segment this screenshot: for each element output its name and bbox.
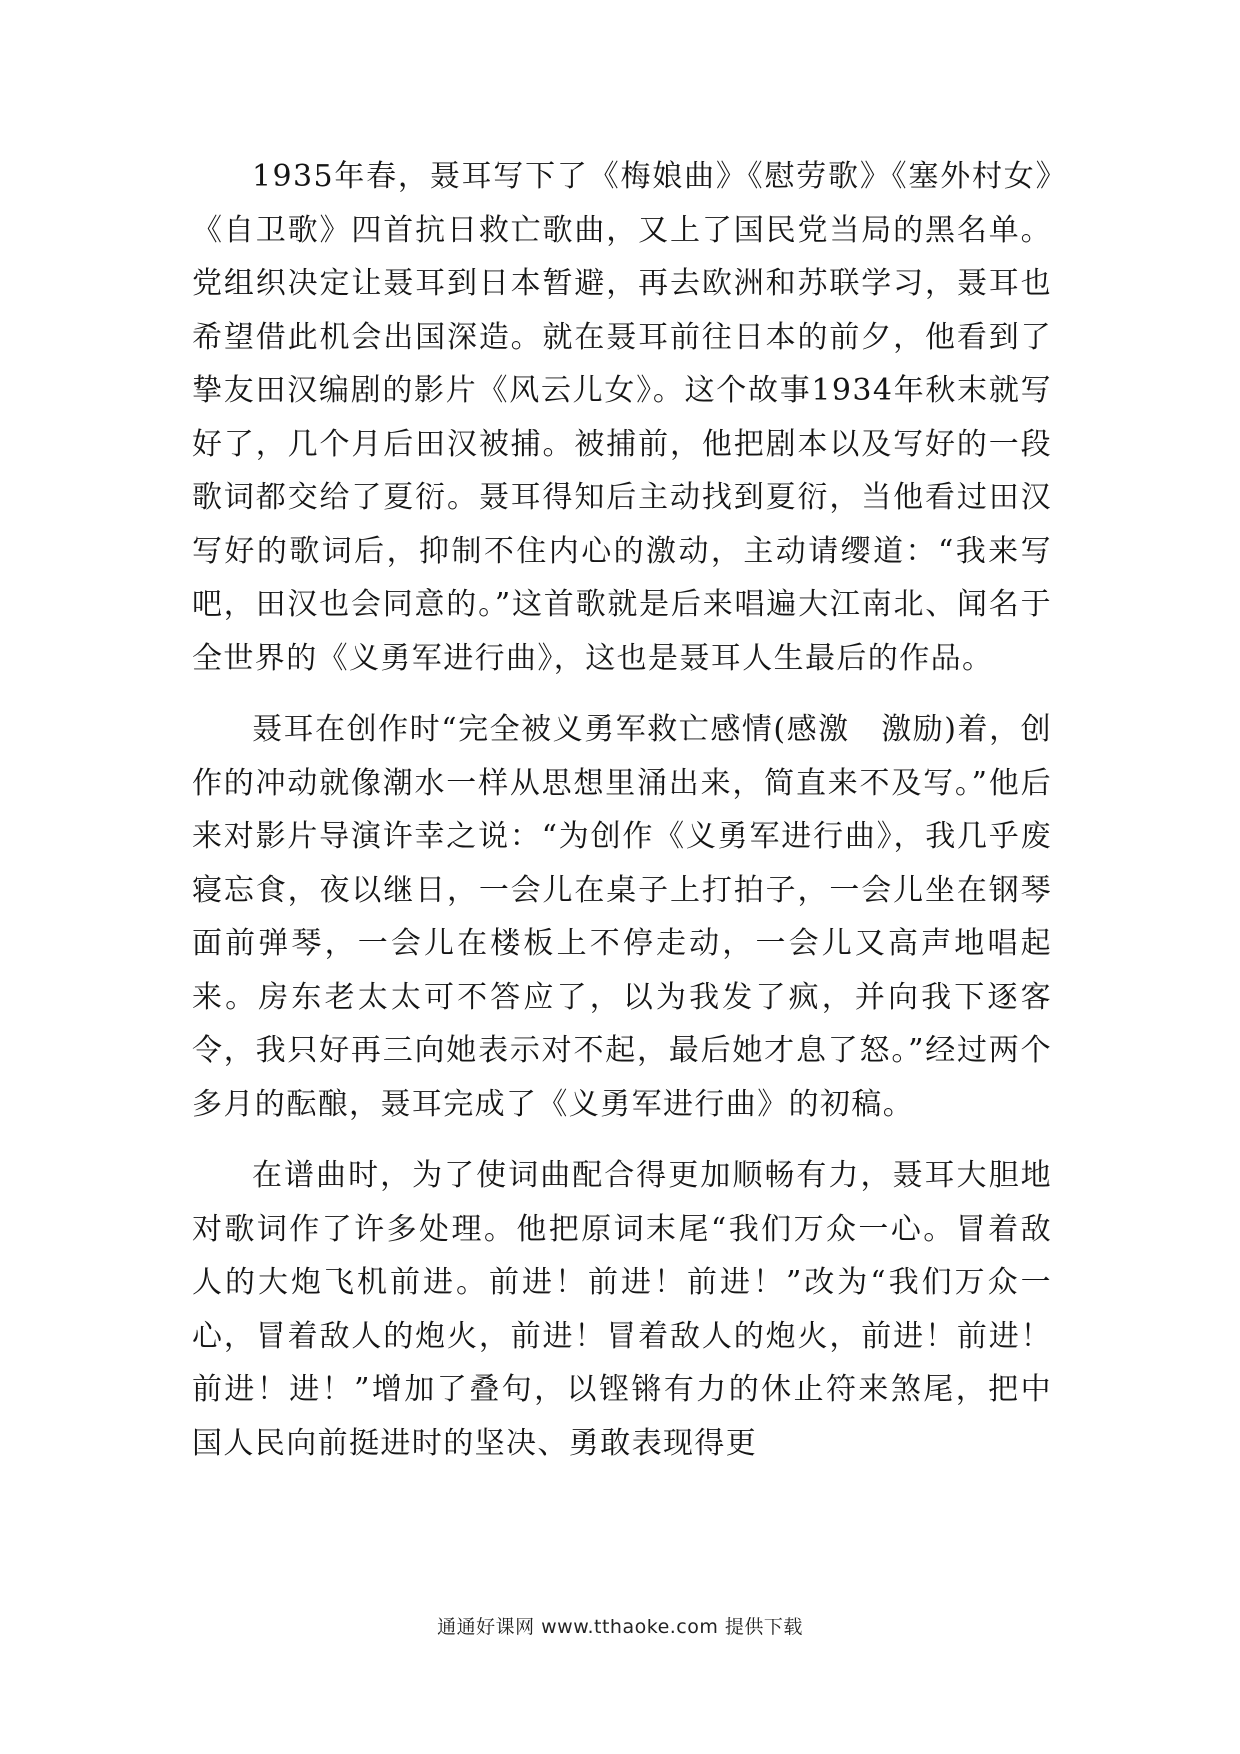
paragraph-1: 1935年春，聂耳写下了《梅娘曲》《慰劳歌》《塞外村女》《自卫歌》四首抗日救亡歌曲，又上了国民党当局的黑名单。党组织决定让聂耳到日本暂避，再去欧洲和苏联学习，聂耳也希望借此机会出国深造。就在聂耳前往日本的前夕，他看到了挚友田汉编剧的影片《风云儿女》。这个故事1934年秋末就写好了，几个月后田汉被捕。被捕前，他把剧本以及写好的一段歌词都交给了夏衍。聂耳得知后主动找到夏衍，当他看过田汉写好的歌词后，抑制不住内心的激动，主动请缨道：“我来写吧，田汉也会同意的。”这首歌就是后来唱遍大江南北、闻名于全世界的《义勇军进行曲》，这也是聂耳人生最后的作品。	[192, 159, 1052, 676]
paragraph-2: 聂耳在创作时“完全被义勇军救亡感情(感激 激励)着，创作的冲动就像潮水一样从思想里涌出来，简直来不及写。”他后来对影片导演许幸之说：“为创作《义勇军进行曲》，我几乎废寝忘食，夜以继日，一会儿在桌子上打拍子，一会儿坐在钢琴面前弹琴，一会儿在楼板上不停走动，一会儿又高声地唱起来。房东老太太可不答应了，以为我发了疯，并向我下逐客令，我只好再三向她表示对不起，最后她才息了怒。”经过两个多月的酝酿，聂耳完成了《义勇军进行曲》的初稿。	[192, 712, 1052, 1122]
paragraph-gap	[192, 1131, 1052, 1149]
page-footer: 通通好课网 www.tthaoke.com 提供下载	[437, 1616, 803, 1638]
paragraph-gap	[192, 685, 1052, 703]
paragraph-3: 在谱曲时，为了使词曲配合得更加顺畅有力，聂耳大胆地对歌词作了许多处理。他把原词末尾“我们万众一心。冒着敌人的大炮飞机前进。前进！前进！前进！”改为“我们万众一心，冒着敌人的炮火，前进！冒着敌人的炮火，前进！前进！前进！进！”增加了叠句，以铿锵有力的休止符来煞尾，把中国人民向前挺进时的坚决、勇敢表现得更	[192, 1158, 1052, 1461]
body-text	[192, 150, 1052, 1470]
